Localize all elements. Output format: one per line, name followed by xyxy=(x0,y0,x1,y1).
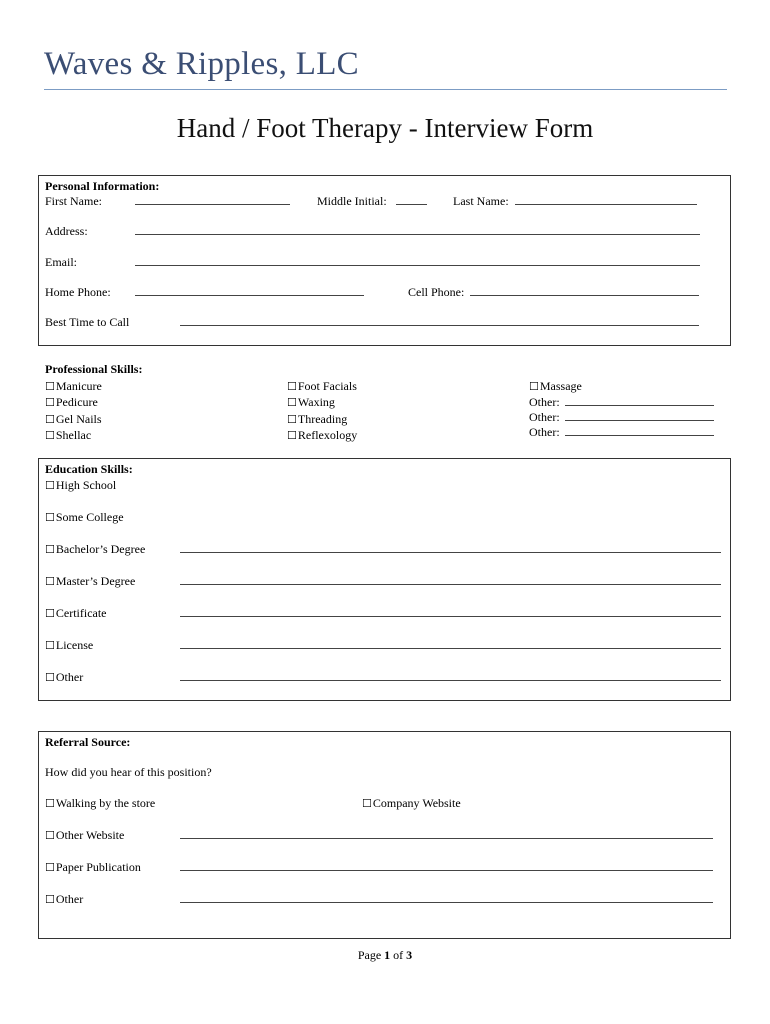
checkbox-icon[interactable]: ☐ xyxy=(45,575,55,588)
skill-gel-nails[interactable]: ☐Gel Nails xyxy=(45,412,102,426)
skill-other-label: Other: xyxy=(529,410,560,424)
education-certificate[interactable]: ☐Certificate xyxy=(45,606,107,620)
middle-initial-label: Middle Initial: xyxy=(317,194,387,208)
address-label: Address: xyxy=(45,224,88,238)
education-masters-field[interactable] xyxy=(180,574,721,585)
checkbox-icon[interactable]: ☐ xyxy=(45,607,55,620)
cell-phone-field[interactable] xyxy=(470,285,699,296)
checkbox-icon[interactable]: ☐ xyxy=(45,829,55,842)
checkbox-icon[interactable]: ☐ xyxy=(45,511,55,524)
checkbox-icon[interactable]: ☐ xyxy=(45,893,55,906)
address-field[interactable] xyxy=(135,224,700,235)
first-name-label: First Name: xyxy=(45,194,102,208)
checkbox-icon[interactable]: ☐ xyxy=(529,380,539,393)
checkbox-icon[interactable]: ☐ xyxy=(362,797,372,810)
skill-shellac[interactable]: ☐Shellac xyxy=(45,428,92,442)
skill-reflexology[interactable]: ☐Reflexology xyxy=(287,428,358,442)
referral-question: How did you hear of this position? xyxy=(45,765,212,779)
company-name: Waves & Ripples, LLC xyxy=(44,46,359,82)
skill-manicure[interactable]: ☐Manicure xyxy=(45,379,102,393)
referral-other-field[interactable] xyxy=(180,892,713,903)
skill-massage[interactable]: ☐Massage xyxy=(529,379,582,393)
last-name-field[interactable] xyxy=(515,194,697,205)
checkbox-icon[interactable]: ☐ xyxy=(287,396,297,409)
checkbox-icon[interactable]: ☐ xyxy=(45,479,55,492)
checkbox-icon[interactable]: ☐ xyxy=(287,413,297,426)
best-time-label: Best Time to Call xyxy=(45,315,130,329)
referral-other-website-field[interactable] xyxy=(180,828,713,839)
checkbox-icon[interactable]: ☐ xyxy=(45,639,55,652)
referral-paper[interactable]: ☐Paper Publication xyxy=(45,860,141,874)
last-name-label: Last Name: xyxy=(453,194,509,208)
education-heading: Education Skills: xyxy=(45,462,133,476)
skill-other-label: Other: xyxy=(529,395,560,409)
checkbox-icon[interactable]: ☐ xyxy=(45,543,55,556)
skill-threading[interactable]: ☐Threading xyxy=(287,412,348,426)
checkbox-icon[interactable]: ☐ xyxy=(45,396,55,409)
referral-other[interactable]: ☐Other xyxy=(45,892,84,906)
skill-pedicure[interactable]: ☐Pedicure xyxy=(45,395,98,409)
skill-other-field[interactable] xyxy=(565,410,714,421)
checkbox-icon[interactable]: ☐ xyxy=(287,429,297,442)
education-other[interactable]: ☐Other xyxy=(45,670,84,684)
skill-other-field[interactable] xyxy=(565,425,714,436)
middle-initial-field[interactable] xyxy=(396,194,427,205)
education-bachelors[interactable]: ☐Bachelor’s Degree xyxy=(45,542,146,556)
education-masters[interactable]: ☐Master’s Degree xyxy=(45,574,136,588)
email-label: Email: xyxy=(45,255,77,269)
first-name-field[interactable] xyxy=(135,194,290,205)
header-divider xyxy=(44,89,727,90)
referral-paper-field[interactable] xyxy=(180,860,713,871)
skill-waxing[interactable]: ☐Waxing xyxy=(287,395,335,409)
education-high-school[interactable]: ☐High School xyxy=(45,478,117,492)
referral-company-website[interactable]: ☐Company Website xyxy=(362,796,461,810)
education-bachelors-field[interactable] xyxy=(180,542,721,553)
skill-foot-facials[interactable]: ☐Foot Facials xyxy=(287,379,357,393)
referral-walking[interactable]: ☐Walking by the store xyxy=(45,796,156,810)
education-certificate-field[interactable] xyxy=(180,606,721,617)
page-number: Page 1 of 3 xyxy=(357,948,413,962)
referral-other-website[interactable]: ☐Other Website xyxy=(45,828,125,842)
best-time-field[interactable] xyxy=(180,315,699,326)
checkbox-icon[interactable]: ☐ xyxy=(45,861,55,874)
checkbox-icon[interactable]: ☐ xyxy=(45,671,55,684)
checkbox-icon[interactable]: ☐ xyxy=(45,380,55,393)
email-field[interactable] xyxy=(135,255,700,266)
home-phone-label: Home Phone: xyxy=(45,285,111,299)
form-title: Hand / Foot Therapy - Interview Form xyxy=(176,113,594,143)
skill-other-label: Other: xyxy=(529,425,560,439)
education-other-field[interactable] xyxy=(180,670,721,681)
checkbox-icon[interactable]: ☐ xyxy=(45,413,55,426)
education-license[interactable]: ☐License xyxy=(45,638,94,652)
personal-heading: Personal Information: xyxy=(45,179,160,193)
referral-heading: Referral Source: xyxy=(45,735,131,749)
checkbox-icon[interactable]: ☐ xyxy=(287,380,297,393)
skill-other-field[interactable] xyxy=(565,395,714,406)
cell-phone-label: Cell Phone: xyxy=(408,285,465,299)
home-phone-field[interactable] xyxy=(135,285,364,296)
education-some-college[interactable]: ☐Some College xyxy=(45,510,124,524)
checkbox-icon[interactable]: ☐ xyxy=(45,797,55,810)
checkbox-icon[interactable]: ☐ xyxy=(45,429,55,442)
professional-heading: Professional Skills: xyxy=(45,362,143,376)
education-license-field[interactable] xyxy=(180,638,721,649)
